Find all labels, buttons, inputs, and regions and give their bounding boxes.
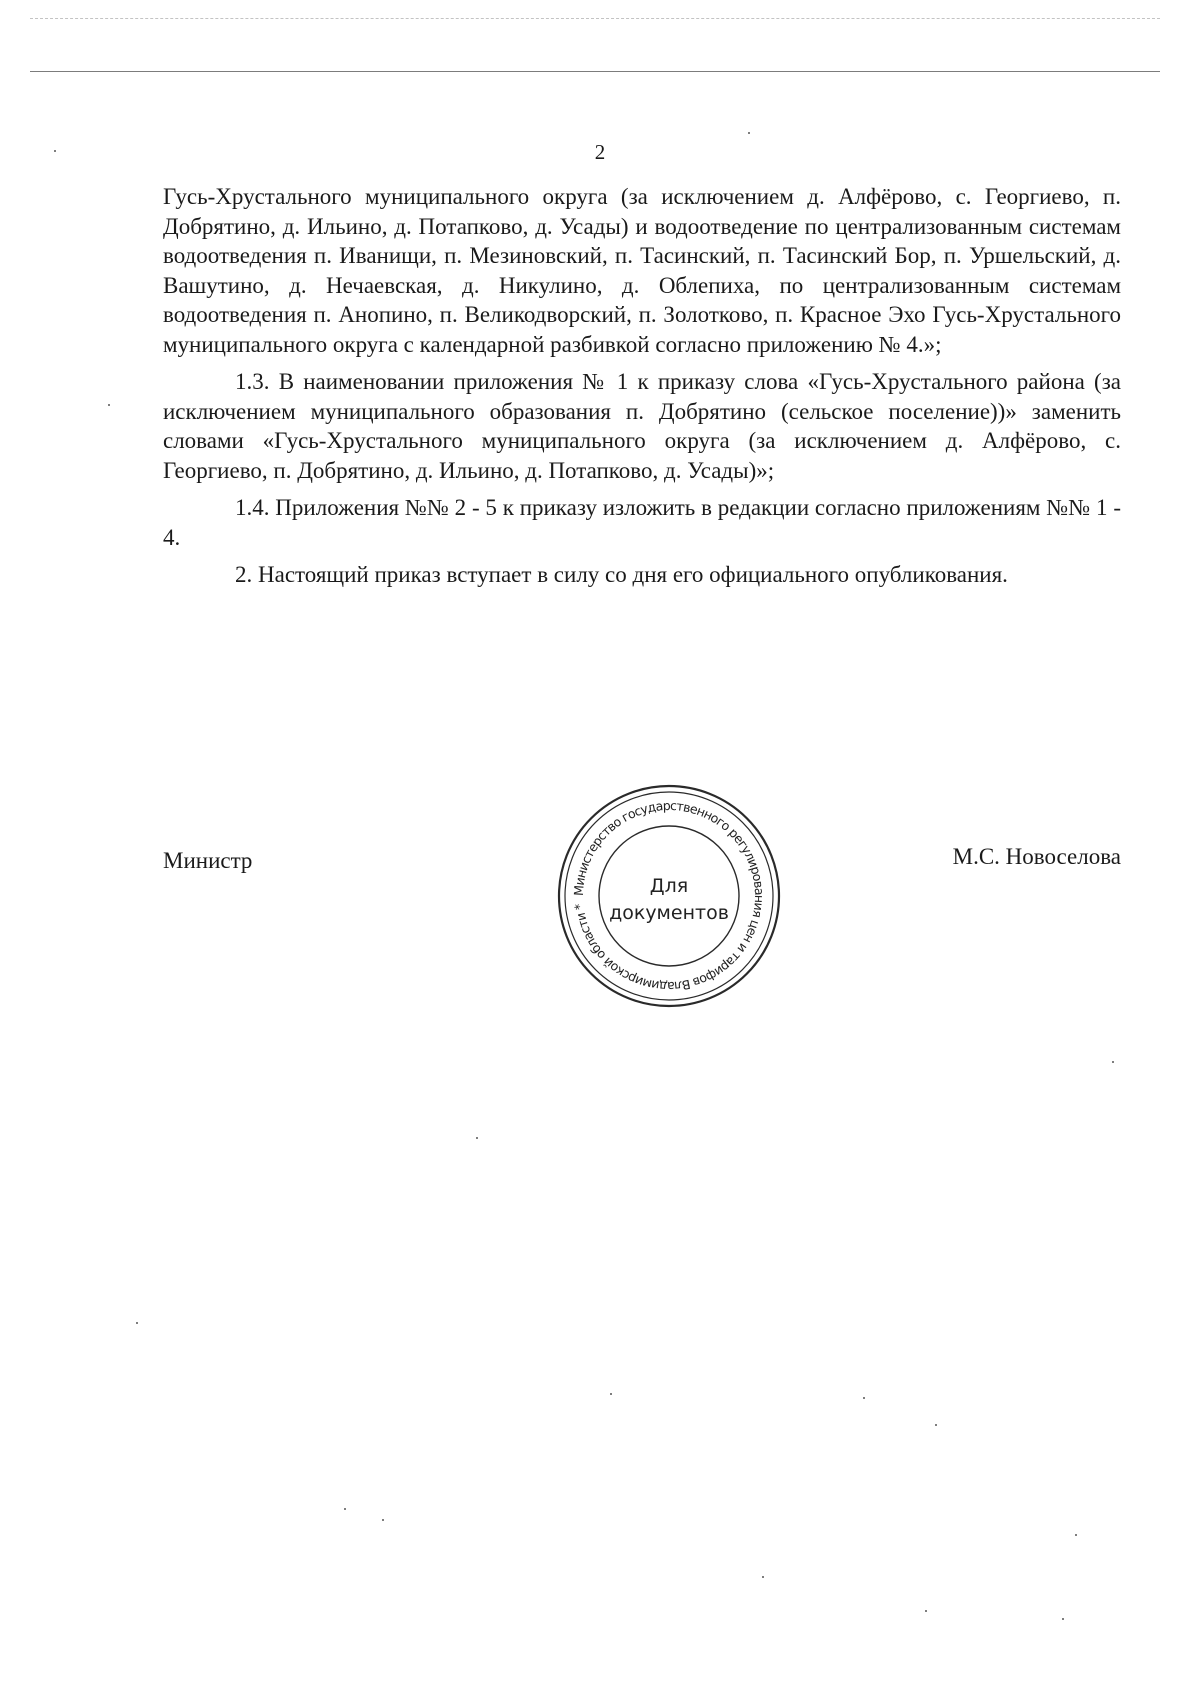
scan-speck — [1112, 1061, 1114, 1063]
seal-center-line-1: Для — [649, 875, 689, 897]
scan-speck — [1075, 1534, 1077, 1536]
seal-center-line-2: документов — [609, 902, 729, 924]
scan-speck — [476, 1137, 478, 1139]
scan-speck — [935, 1424, 937, 1426]
scan-speck — [925, 1610, 927, 1612]
seal-ring-text: Министерство государственного регулирования цен и тарифов Владимирской области * — [570, 797, 768, 995]
seal-center-text — [554, 873, 784, 927]
page-number: 2 — [594, 140, 606, 164]
scan-speck — [748, 132, 750, 134]
paragraph-1-3: 1.3. В наименовании приложения № 1 к приказу слова «Гусь-Хрустального района (за исключением муниципального образования п. Добрятино (сельское поселение))» заменить словами «Гусь-Хрустального муниципального округа (за исключением д. Алфёрово, с. Георгиево, п. Добрятино, д. Ильино, д. Потапково, д. Усады)»; — [163, 369, 1121, 483]
scan-edge-line — [30, 18, 1160, 19]
scan-speck — [108, 404, 110, 406]
scan-speck — [863, 1397, 865, 1399]
header-rule — [30, 71, 1160, 72]
paragraph-continuation: Гусь-Хрустального муниципального округа (за исключением д. Алфёрово, с. Георгиево, п. Добрятино, д. Ильино, д. Потапково, д. Усады) и водоотведение по централизованным системам водоотведения п. Иванищи, п. Мезиновский, п. Тасинский, п. Тасинский Бор, п. Уршельский, д. Вашутино, д. Нечаевская, д. Никулино, д. Облепиха, по централизованным системам водоотведения п. Анопино, п. Великодворский, п. Золотково, п. Красное Эхо Гусь-Хрустального муниципального округа с календарной разбивкой согласно приложению № 4.»; — [163, 184, 1121, 357]
paragraph-2: 2. Настоящий приказ вступает в силу со дня его официального опубликования. — [235, 562, 1008, 587]
scan-speck — [344, 1508, 346, 1510]
paragraph-1-4: 1.4. Приложения №№ 2 - 5 к приказу изложить в редакции согласно приложениям №№ 1 - 4. — [163, 495, 1121, 550]
scan-speck — [1062, 1618, 1064, 1620]
signatory-name: М.С. Новоселова — [952, 844, 1121, 869]
scan-speck — [610, 1393, 612, 1395]
signatory-position: Министр — [163, 848, 253, 873]
scan-speck — [54, 150, 56, 152]
official-seal — [554, 781, 784, 1011]
scan-speck — [136, 1322, 138, 1324]
scan-speck — [382, 1519, 384, 1521]
scan-speck — [762, 1576, 764, 1578]
document-body — [163, 182, 1121, 598]
